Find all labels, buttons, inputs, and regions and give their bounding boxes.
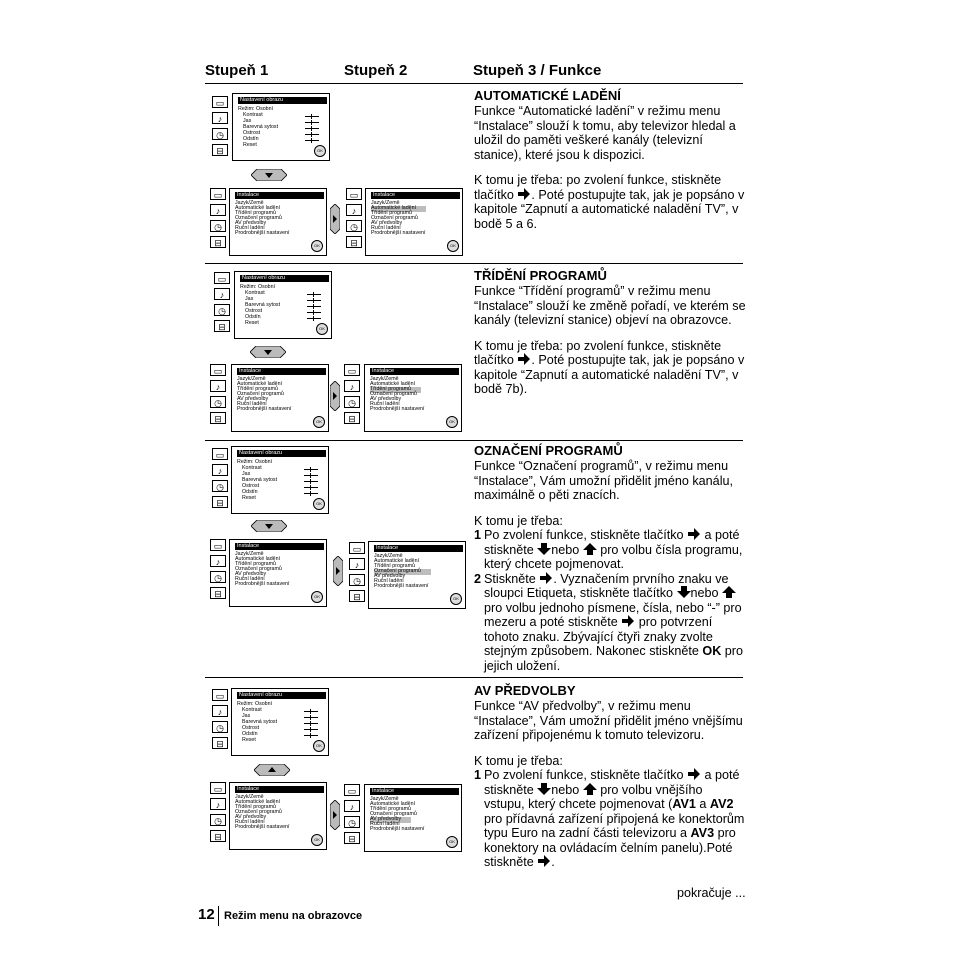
menu-item-selected: Třídění programů: [370, 387, 421, 393]
section-program-labelling: [474, 443, 746, 673]
step-list: [474, 528, 746, 673]
paragraph: K tomu je třeba: po zvolení funkce, stiskněte tlačítko . Poté postupujte tak, jak je popsáno v kapitole “Zapnutí a automatické naladění TV”, v bodě 7b).: [474, 338, 745, 396]
menu-item: Třídění programů: [235, 210, 276, 216]
menu-item: AV předvolby: [374, 573, 406, 579]
ok-icon: OK: [311, 591, 323, 603]
picture-icon: ▭: [210, 539, 226, 551]
paragraph: Funkce “AV předvolby”, v režimu menu “Instalace”, Vám umožní přidělit jméno vnějšímu zařízení připojenému k tomuto televizoru.: [474, 699, 743, 742]
menu-item: Barevná sytost: [242, 477, 278, 483]
install-menu-screen: [229, 782, 327, 850]
slider-bar: [304, 735, 318, 736]
navpad-down-icon: [250, 346, 286, 358]
clock-icon: ◷: [212, 721, 228, 733]
menu-item: Prodrobnější nastavení: [370, 826, 425, 832]
menu-item: Automatické ladění: [374, 558, 420, 564]
menu-item: Režim: Osobní: [237, 459, 273, 465]
menu-item: Ruční ladění: [235, 819, 265, 825]
navpad-right-icon: [330, 800, 340, 830]
menu-item: Ruční ladění: [371, 225, 401, 231]
ok-icon: OK: [447, 240, 459, 252]
toolbox-icon: ⊟: [349, 590, 365, 602]
paragraph: Funkce “Třídění programů” v režimu menu “Instalace” slouží ke změně pořadí, ve kterém se kanály (televizní stanice) objeví na obrazovce.: [474, 284, 746, 327]
menu-icon-strip: [344, 364, 360, 428]
list-item: 2 Stiskněte . Vyznačením prvního znaku ve sloupci Etiqueta, stiskněte tlačítko nebo pro volbu jednoho písmene, čísla, nebo “-” pro mezeru a poté stiskněte pro potvrzení tohoto znaku. Zbývající čtyři znaky zvolte stejným způsobem. Nakonec stiskněte OK pro jejich uložení.: [474, 571, 743, 673]
continued-label: pokračuje ...: [677, 886, 746, 900]
section-rule: [205, 440, 743, 441]
navpad-right-icon: [333, 556, 343, 586]
menu-item-selected: Označení programů: [374, 569, 431, 575]
section-rule: [205, 677, 743, 678]
menu-item: Prodrobnější nastavení: [371, 230, 426, 236]
menu-item: Ruční ladění: [235, 576, 265, 582]
step-list: [474, 768, 746, 870]
menu-item: Kontrast: [243, 112, 263, 118]
install-menu-screen: [229, 539, 327, 607]
menu-item: Prodrobnější nastavení: [370, 406, 425, 412]
paragraph: K tomu je třeba:: [474, 753, 563, 768]
chapter-title: Režim menu na obrazovce: [224, 910, 363, 922]
slider-bar: [304, 487, 318, 488]
menu-item: Jazyk/Země: [235, 200, 264, 206]
menu-item: Reset: [242, 495, 256, 501]
menu-item: Ruční ladění: [370, 401, 400, 407]
menu-item: Jazyk/Země: [237, 376, 266, 382]
install-menu-screen: [231, 364, 329, 432]
toolbox-icon: ⊟: [212, 144, 228, 156]
menu-item: Označení programů: [370, 391, 417, 397]
menu-item: AV předvolby: [237, 396, 269, 402]
clock-icon: ◷: [346, 220, 362, 232]
clock-icon: ◷: [212, 480, 228, 492]
slider-bar: [307, 312, 321, 313]
menu-item: Třídění programů: [371, 210, 412, 216]
menu-item: Režim: Osobní: [238, 106, 274, 112]
menu-item: Označení programů: [235, 809, 282, 815]
menu-item: AV předvolby: [370, 396, 402, 402]
menu-icon-strip: [210, 539, 226, 603]
menu-item: Prodrobnější nastavení: [235, 230, 290, 236]
menu-item: Ostrost: [243, 130, 261, 136]
menu-item: Jazyk/Země: [371, 200, 400, 206]
toolbox-icon: ⊟: [346, 236, 362, 248]
menu-item: Jazyk/Země: [370, 796, 399, 802]
arrow-down-icon: [677, 586, 691, 598]
menu-item: Třídění programů: [235, 804, 276, 810]
install-menu-screen: [364, 784, 462, 852]
menu-item: Ruční ladění: [370, 821, 400, 827]
sound-icon: ♪: [212, 705, 228, 717]
paragraph: Funkce “Automatické ladění” v režimu menu “Instalace” slouží k tomu, aby televizor hledal a uložil do paměti veškeré kanály (televizní stanice), které jsou k dispozici.: [474, 104, 736, 162]
toolbox-icon: ⊟: [210, 412, 226, 424]
slider-bar: [307, 300, 321, 301]
clock-icon: ◷: [212, 128, 228, 140]
menu-icon-strip: [344, 784, 360, 848]
menu-item: Třídění programů: [370, 806, 411, 812]
menu-item: Označení programů: [370, 811, 417, 817]
ok-icon: OK: [313, 740, 325, 752]
menu-item: Kontrast: [245, 290, 265, 296]
menu-item: Prodrobnější nastavení: [235, 581, 290, 587]
clock-icon: ◷: [349, 574, 365, 586]
list-item: 1 Po zvolení funkce, stiskněte tlačítko a poté stiskněte nebo pro volbu čísla programu, který chcete pojmenovat.: [474, 528, 743, 571]
menu-title: Instalace: [371, 192, 460, 199]
toolbox-icon: ⊟: [344, 412, 360, 424]
install-menu-screen: [368, 541, 466, 609]
ok-icon: OK: [316, 323, 328, 335]
menu-icon-strip: [346, 188, 362, 252]
slider-bar: [305, 122, 319, 123]
menu-item: Režim: Osobní: [240, 284, 276, 290]
picture-icon: ▭: [212, 448, 228, 460]
sound-icon: ♪: [346, 204, 362, 216]
arrow-right-icon: [539, 572, 553, 584]
menu-title: Nastavení obrazu: [238, 97, 327, 104]
menu-item: Prodrobnější nastavení: [374, 583, 429, 589]
slider-bar: [304, 475, 318, 476]
menu-item: Označení programů: [235, 215, 282, 221]
menu-item: Třídění programů: [374, 563, 415, 569]
menu-title: Instalace: [237, 368, 326, 375]
clock-icon: ◷: [210, 571, 226, 583]
ok-icon: OK: [314, 145, 326, 157]
ok-icon: OK: [313, 498, 325, 510]
arrow-down-icon: [537, 783, 551, 795]
slider-bar: [304, 711, 318, 712]
menu-icon-strip: [210, 782, 226, 846]
slider-bar: [305, 128, 319, 129]
picture-menu-screen: [231, 446, 329, 514]
sound-icon: ♪: [349, 558, 365, 570]
sound-icon: ♪: [210, 380, 226, 392]
menu-item: Jazyk/Země: [374, 553, 403, 559]
sound-icon: ♪: [212, 464, 228, 476]
menu-item: Barevná sytost: [242, 719, 278, 725]
menu-item: Ostrost: [245, 308, 263, 314]
menu-title: Nastavení obrazu: [237, 450, 326, 457]
slider-bar: [304, 481, 318, 482]
picture-icon: ▭: [212, 96, 228, 108]
menu-item-selected: Automatické ladění: [371, 206, 426, 212]
slider-bar: [304, 493, 318, 494]
menu-icon-strip: [210, 188, 226, 252]
menu-icon-strip: [212, 689, 228, 753]
menu-item: Jazyk/Země: [235, 551, 264, 557]
picture-icon: ▭: [210, 188, 226, 200]
menu-item: Odstín: [245, 314, 261, 320]
header-rule: [205, 83, 743, 84]
menu-item-selected: AV předvolby: [370, 817, 411, 823]
menu-item: Barevná sytost: [245, 302, 281, 308]
menu-item: Jas: [242, 471, 251, 477]
menu-icon-strip: [212, 96, 228, 160]
menu-icon-strip: [212, 448, 228, 512]
toolbox-icon: ⊟: [344, 832, 360, 844]
install-menu-screen: [365, 188, 463, 256]
toolbox-icon: ⊟: [212, 496, 228, 508]
menu-item: Prodrobnější nastavení: [237, 406, 292, 412]
sound-icon: ♪: [214, 288, 230, 300]
menu-item: Ruční ladění: [235, 225, 265, 231]
ok-icon: OK: [450, 593, 462, 605]
arrow-right-icon: [621, 615, 635, 627]
menu-item: Odstín: [242, 489, 258, 495]
navpad-up-icon: [254, 764, 290, 776]
slider-bar: [307, 294, 321, 295]
clock-icon: ◷: [210, 396, 226, 408]
ok-icon: OK: [446, 836, 458, 848]
menu-icon-strip: [349, 542, 365, 606]
sound-icon: ♪: [212, 112, 228, 124]
picture-icon: ▭: [346, 188, 362, 200]
menu-item: Automatické ladění: [235, 205, 281, 211]
clock-icon: ◷: [344, 816, 360, 828]
arrow-up-icon: [722, 586, 736, 598]
toolbox-icon: ⊟: [210, 236, 226, 248]
step3-header: Stupeň 3 / Funkce: [473, 62, 602, 79]
sound-icon: ♪: [344, 800, 360, 812]
paragraph: K tomu je třeba: po zvolení funkce, stiskněte tlačítko . Poté postupujte tak, jak je popsáno v kapitole “Zapnutí a automatické naladění TV”, v bodě 5 a 6.: [474, 173, 745, 231]
ok-icon: OK: [313, 416, 325, 428]
menu-item: Automatické ladění: [237, 381, 283, 387]
section-title: AUTOMATICKÉ LADĚNÍ: [474, 88, 621, 103]
menu-item: Odstín: [243, 136, 259, 142]
picture-icon: ▭: [344, 364, 360, 376]
menu-item: Kontrast: [242, 707, 262, 713]
sound-icon: ♪: [210, 555, 226, 567]
sound-icon: ♪: [344, 380, 360, 392]
menu-item: Automatické ladění: [235, 799, 281, 805]
menu-item: Jazyk/Země: [235, 794, 264, 800]
clock-icon: ◷: [210, 220, 226, 232]
slider-bar: [305, 116, 319, 117]
menu-item: AV předvolby: [235, 814, 267, 820]
menu-item: Označení programů: [237, 391, 284, 397]
menu-item: Ostrost: [242, 725, 260, 731]
page-number: 12: [198, 906, 215, 923]
clock-icon: ◷: [214, 304, 230, 316]
menu-item: Kontrast: [242, 465, 262, 471]
menu-item: Odstín: [242, 731, 258, 737]
menu-item: Reset: [245, 320, 259, 326]
menu-item: AV předvolby: [235, 571, 267, 577]
menu-item: Ostrost: [242, 483, 260, 489]
arrow-up-icon: [583, 543, 597, 555]
picture-icon: ▭: [212, 689, 228, 701]
arrow-right-icon: [687, 528, 701, 540]
arrow-right-icon: [517, 188, 531, 200]
arrow-right-icon: [537, 855, 551, 867]
menu-title: Nastavení obrazu: [237, 692, 326, 699]
arrow-down-icon: [537, 543, 551, 555]
menu-item: Barevná sytost: [243, 124, 279, 130]
menu-item: Reset: [243, 142, 257, 148]
menu-item: Třídění programů: [237, 386, 278, 392]
menu-item: Označení programů: [235, 566, 282, 572]
slider-bar: [307, 318, 321, 319]
picture-icon: ▭: [210, 364, 226, 376]
menu-item: Třídění programů: [235, 561, 276, 567]
toolbox-icon: ⊟: [210, 830, 226, 842]
step1-header: Stupeň 1: [205, 62, 269, 79]
footer-divider: [218, 906, 219, 926]
slider-bar: [305, 134, 319, 135]
section-title: TŘÍDĚNÍ PROGRAMŮ: [474, 268, 607, 283]
arrow-right-icon: [517, 353, 531, 365]
menu-title: Instalace: [374, 545, 463, 552]
menu-item: AV předvolby: [235, 220, 267, 226]
sound-icon: ♪: [210, 204, 226, 216]
menu-icon-strip: [214, 272, 230, 336]
menu-title: Instalace: [370, 788, 459, 795]
menu-item: Prodrobnější nastavení: [235, 824, 290, 830]
menu-item: Označení programů: [371, 215, 418, 221]
menu-item: Automatické ladění: [370, 801, 416, 807]
navpad-down-icon: [251, 169, 287, 181]
step2-header: Stupeň 2: [344, 62, 408, 79]
menu-item: Ruční ladění: [237, 401, 267, 407]
menu-item: Jas: [243, 118, 252, 124]
section-title: AV PŘEDVOLBY: [474, 683, 576, 698]
section-av-presets: [474, 683, 746, 870]
menu-item: Režim: Osobní: [237, 701, 273, 707]
menu-item: Jas: [242, 713, 251, 719]
menu-item: Automatické ladění: [370, 381, 416, 387]
menu-item: Reset: [242, 737, 256, 743]
menu-item: Jas: [245, 296, 254, 302]
navpad-down-icon: [251, 520, 287, 532]
install-menu-screen: [364, 364, 462, 432]
menu-icon-strip: [210, 364, 226, 428]
toolbox-icon: ⊟: [212, 737, 228, 749]
section-rule: [205, 263, 743, 264]
paragraph: K tomu je třeba:: [474, 513, 563, 528]
ok-icon: OK: [446, 416, 458, 428]
sound-icon: ♪: [210, 798, 226, 810]
slider-bar: [305, 140, 319, 141]
picture-menu-screen: [232, 93, 330, 161]
clock-icon: ◷: [210, 814, 226, 826]
section-title: OZNAČENÍ PROGRAMŮ: [474, 443, 623, 458]
section-automatic-tuning: [474, 88, 746, 242]
ok-icon: OK: [311, 834, 323, 846]
arrow-up-icon: [583, 783, 597, 795]
slider-bar: [307, 306, 321, 307]
menu-title: Instalace: [235, 786, 324, 793]
paragraph: Funkce “Označení programů”, v režimu menu “Instalace”, Vám umožní přidělit jméno kanálu, maximálně o pěti znacích.: [474, 459, 733, 502]
ok-icon: OK: [311, 240, 323, 252]
menu-title: Instalace: [370, 368, 459, 375]
toolbox-icon: ⊟: [214, 320, 230, 332]
install-menu-screen: [229, 188, 327, 256]
menu-title: Instalace: [235, 543, 324, 550]
slider-bar: [304, 469, 318, 470]
menu-item: Ruční ladění: [374, 578, 404, 584]
slider-bar: [304, 717, 318, 718]
navpad-right-icon: [330, 204, 340, 234]
picture-menu-screen: [234, 271, 332, 339]
picture-menu-screen: [231, 688, 329, 756]
menu-title: Instalace: [235, 192, 324, 199]
menu-item: AV předvolby: [371, 220, 403, 226]
slider-bar: [304, 723, 318, 724]
picture-icon: ▭: [344, 784, 360, 796]
picture-icon: ▭: [210, 782, 226, 794]
section-program-sorting: [474, 268, 746, 408]
arrow-right-icon: [687, 768, 701, 780]
slider-bar: [304, 729, 318, 730]
menu-title: Nastavení obrazu: [240, 275, 329, 282]
picture-icon: ▭: [214, 272, 230, 284]
list-item: 1 Po zvolení funkce, stiskněte tlačítko a poté stiskněte nebo pro volbu vnějšího vstupu, který chcete pojmenovat (AV1 a AV2 pro přídavná zařízení připojená ke konektorům typu Euro na zadní části televizoru a AV3 pro konektory na ovládacím čelním panelu).Poté stiskněte .: [474, 768, 745, 869]
navpad-right-icon: [330, 381, 340, 411]
menu-item: Jazyk/Země: [370, 376, 399, 382]
toolbox-icon: ⊟: [210, 587, 226, 599]
clock-icon: ◷: [344, 396, 360, 408]
picture-icon: ▭: [349, 542, 365, 554]
menu-item: Automatické ladění: [235, 556, 281, 562]
